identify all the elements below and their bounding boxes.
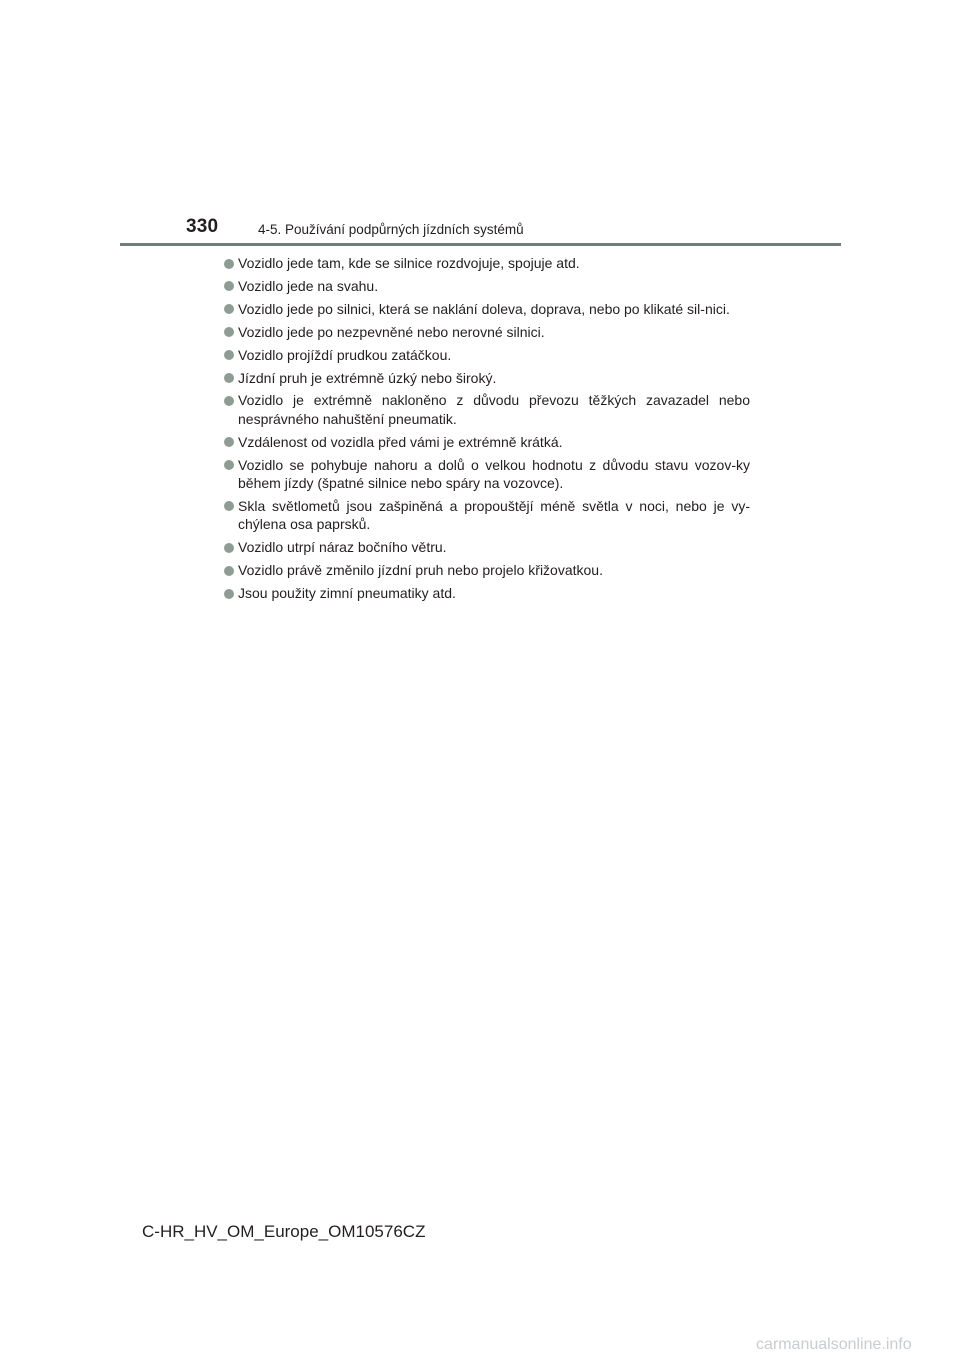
list-item-text: Vozidlo právě změnilo jízdní pruh nebo projelo křižovatkou. bbox=[238, 562, 603, 579]
list-item bbox=[223, 391, 750, 428]
list-item-text: Vozidlo je extrémně nakloněno z důvodu převozu těžkých zavazadel nebo nesprávného nahuštění pneumatik. bbox=[238, 392, 750, 427]
list-item bbox=[223, 369, 750, 387]
list-item-text: Jsou použity zimní pneumatiky atd. bbox=[238, 585, 456, 602]
list-item-text: Vozidlo jede po silnici, která se naklání doleva, doprava, nebo po klikaté sil-nici. bbox=[238, 300, 730, 317]
list-item-text: Vozidlo utrpí náraz bočního větru. bbox=[238, 539, 447, 556]
bullet-icon bbox=[224, 327, 234, 337]
list-item-text: Vozidlo jede na svahu. bbox=[238, 277, 379, 294]
bullet-icon bbox=[224, 589, 234, 599]
list-item-text: Vozidlo se pohybuje nahoru a dolů o velkou hodnotu z důvodu stavu vozov-ky během jízdy (špatné silnice nebo spáry na vozovce). bbox=[238, 456, 750, 492]
bullet-icon bbox=[224, 373, 234, 383]
bullet-icon bbox=[224, 281, 234, 291]
list-item-text: Skla světlometů jsou zašpiněná a propouštějí méně světla v noci, nebo je vy-chýlena osa paprsků. bbox=[238, 497, 750, 533]
bullet-icon bbox=[224, 437, 234, 447]
bullet-icon bbox=[224, 350, 234, 360]
header-divider bbox=[120, 243, 841, 246]
list-item bbox=[223, 300, 750, 318]
list-item-text: Vozidlo jede po nezpevněné nebo nerovné silnici. bbox=[238, 323, 545, 340]
bullet-icon bbox=[224, 259, 234, 269]
list-item bbox=[223, 497, 750, 534]
list-item-text: Vozidlo projíždí prudkou zatáčkou. bbox=[238, 346, 452, 363]
section-title: 4-5. Používání podpůrných jízdních systémů bbox=[258, 222, 524, 237]
bullet-icon bbox=[224, 304, 234, 314]
list-item-text: Jízdní pruh je extrémně úzký nebo široký. bbox=[238, 369, 497, 386]
document-code: C-HR_HV_OM_Europe_OM10576CZ bbox=[142, 1222, 426, 1241]
list-item bbox=[223, 323, 750, 341]
list-item bbox=[223, 346, 750, 364]
list-item bbox=[223, 254, 750, 272]
condition-list bbox=[223, 254, 750, 607]
bullet-icon bbox=[224, 566, 234, 576]
list-item-text: Vozidlo jede tam, kde se silnice rozdvojuje, spojuje atd. bbox=[238, 255, 580, 271]
list-item bbox=[223, 538, 750, 556]
list-item bbox=[223, 456, 750, 493]
bullet-icon bbox=[224, 396, 234, 406]
list-item-text: Vzdálenost od vozidla před vámi je extrémně krátká. bbox=[238, 433, 563, 450]
list-item bbox=[223, 584, 750, 602]
list-item bbox=[223, 277, 750, 295]
bullet-icon bbox=[224, 501, 234, 511]
list-item bbox=[223, 433, 750, 451]
bullet-icon bbox=[224, 460, 234, 470]
watermark: carmanualsonline.info bbox=[756, 1336, 912, 1353]
bullet-icon bbox=[224, 543, 234, 553]
page-number: 330 bbox=[186, 216, 219, 237]
list-item bbox=[223, 561, 750, 579]
